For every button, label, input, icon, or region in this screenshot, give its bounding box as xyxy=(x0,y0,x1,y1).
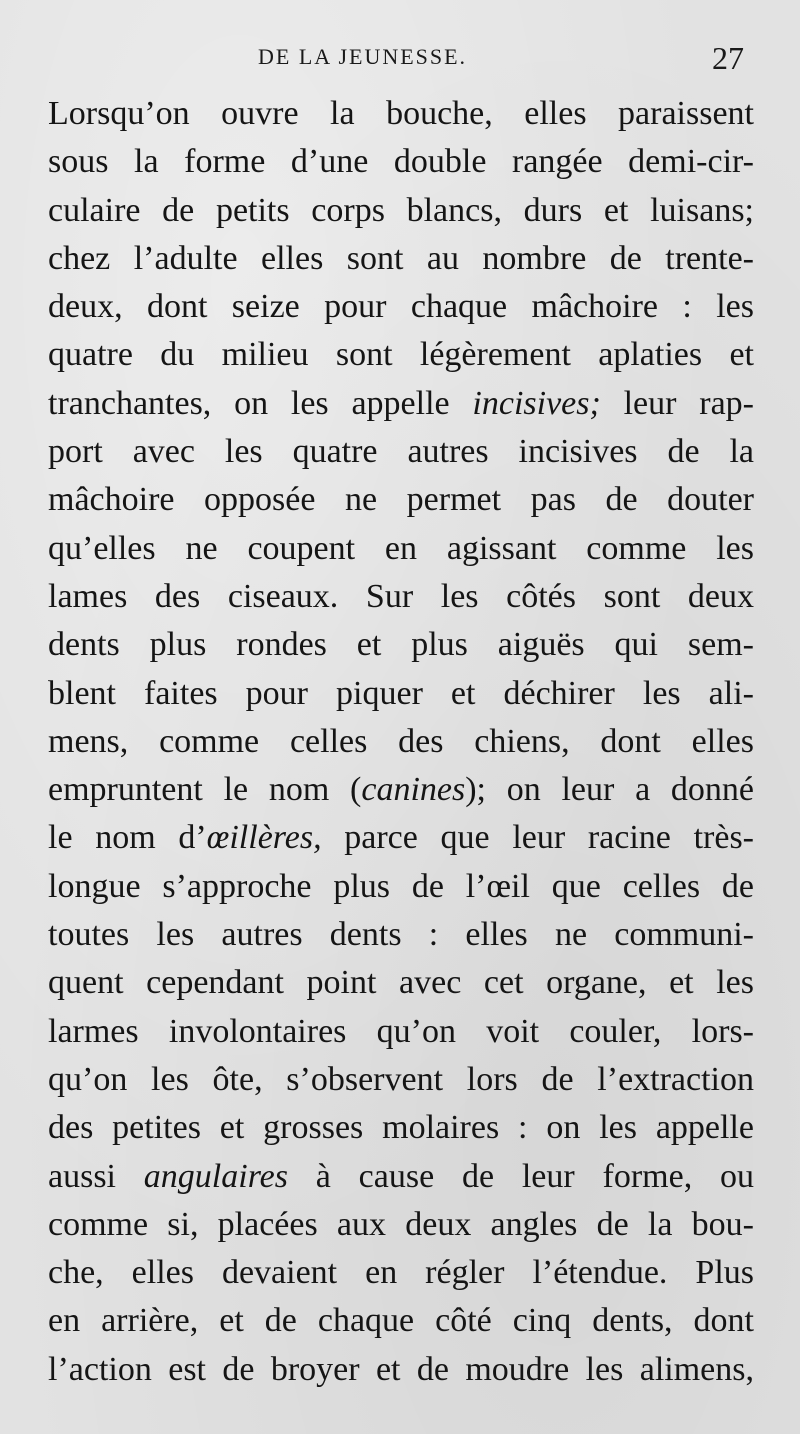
text-line: port avec les quatre autres incisives de la xyxy=(48,433,754,471)
text-line: aussi angulaires à cause de leur forme, ou xyxy=(48,1157,754,1195)
italic-term: canines xyxy=(361,771,466,809)
text-line: tranchantes, on les appelle incisives; leur rap- xyxy=(48,384,754,422)
text-line: empruntent le nom (canines); on leur a donné xyxy=(48,771,754,809)
text-line: mâchoire opposée ne permet pas de douter xyxy=(48,481,754,519)
text-line: blent faites pour piquer et déchirer les ali- xyxy=(48,674,754,712)
body-text xyxy=(48,90,754,1394)
text-line: chez l’adulte elles sont au nombre de trente- xyxy=(48,239,754,277)
text-line: des petites et grosses molaires : on les appelle xyxy=(48,1109,754,1147)
italic-term: œillères, xyxy=(206,819,322,857)
text-line: dents plus rondes et plus aiguës qui sem- xyxy=(48,626,754,664)
text-line: le nom d’œillères, parce que leur racine très- xyxy=(48,819,754,857)
text-line: qu’elles ne coupent en agissant comme les xyxy=(48,529,754,567)
running-head xyxy=(0,40,800,76)
text-line: larmes involontaires qu’on voit couler, lors- xyxy=(48,1012,754,1050)
text-line: Lorsqu’on ouvre la bouche, elles paraissent xyxy=(48,95,754,132)
text-line: quatre du milieu sont légèrement aplaties et xyxy=(48,336,754,374)
text-line: sous la forme d’une double rangée demi-cir- xyxy=(48,143,754,181)
text-line: l’action est de broyer et de moudre les alimens, xyxy=(48,1350,754,1388)
text-line: quent cependant point avec cet organe, et les xyxy=(48,964,754,1002)
text-line: che, elles devaient en régler l’étendue. Plus xyxy=(48,1254,754,1292)
italic-term: angulaires xyxy=(143,1157,288,1195)
text-line: longue s’approche plus de l’œil que celles de xyxy=(48,867,754,905)
text-line: toutes les autres dents : elles ne communi- xyxy=(48,916,754,954)
italic-term: incisives; xyxy=(472,384,601,422)
text-line: qu’on les ôte, s’observent lors de l’extraction xyxy=(48,1060,754,1098)
text-line: en arrière, et de chaque côté cinq dents, dont xyxy=(48,1302,754,1340)
text-line: comme si, placées aux deux angles de la bou- xyxy=(48,1205,754,1243)
text-line: deux, dont seize pour chaque mâchoire : les xyxy=(48,288,754,326)
text-line: mens, comme celles des chiens, dont elles xyxy=(48,722,754,760)
text-line: culaire de petits corps blancs, durs et luisans; xyxy=(48,191,754,229)
text-line: lames des ciseaux. Sur les côtés sont deux xyxy=(48,577,754,615)
page-number: 27 xyxy=(712,40,744,76)
running-head-title: DE LA JEUNESSE. xyxy=(258,44,468,69)
